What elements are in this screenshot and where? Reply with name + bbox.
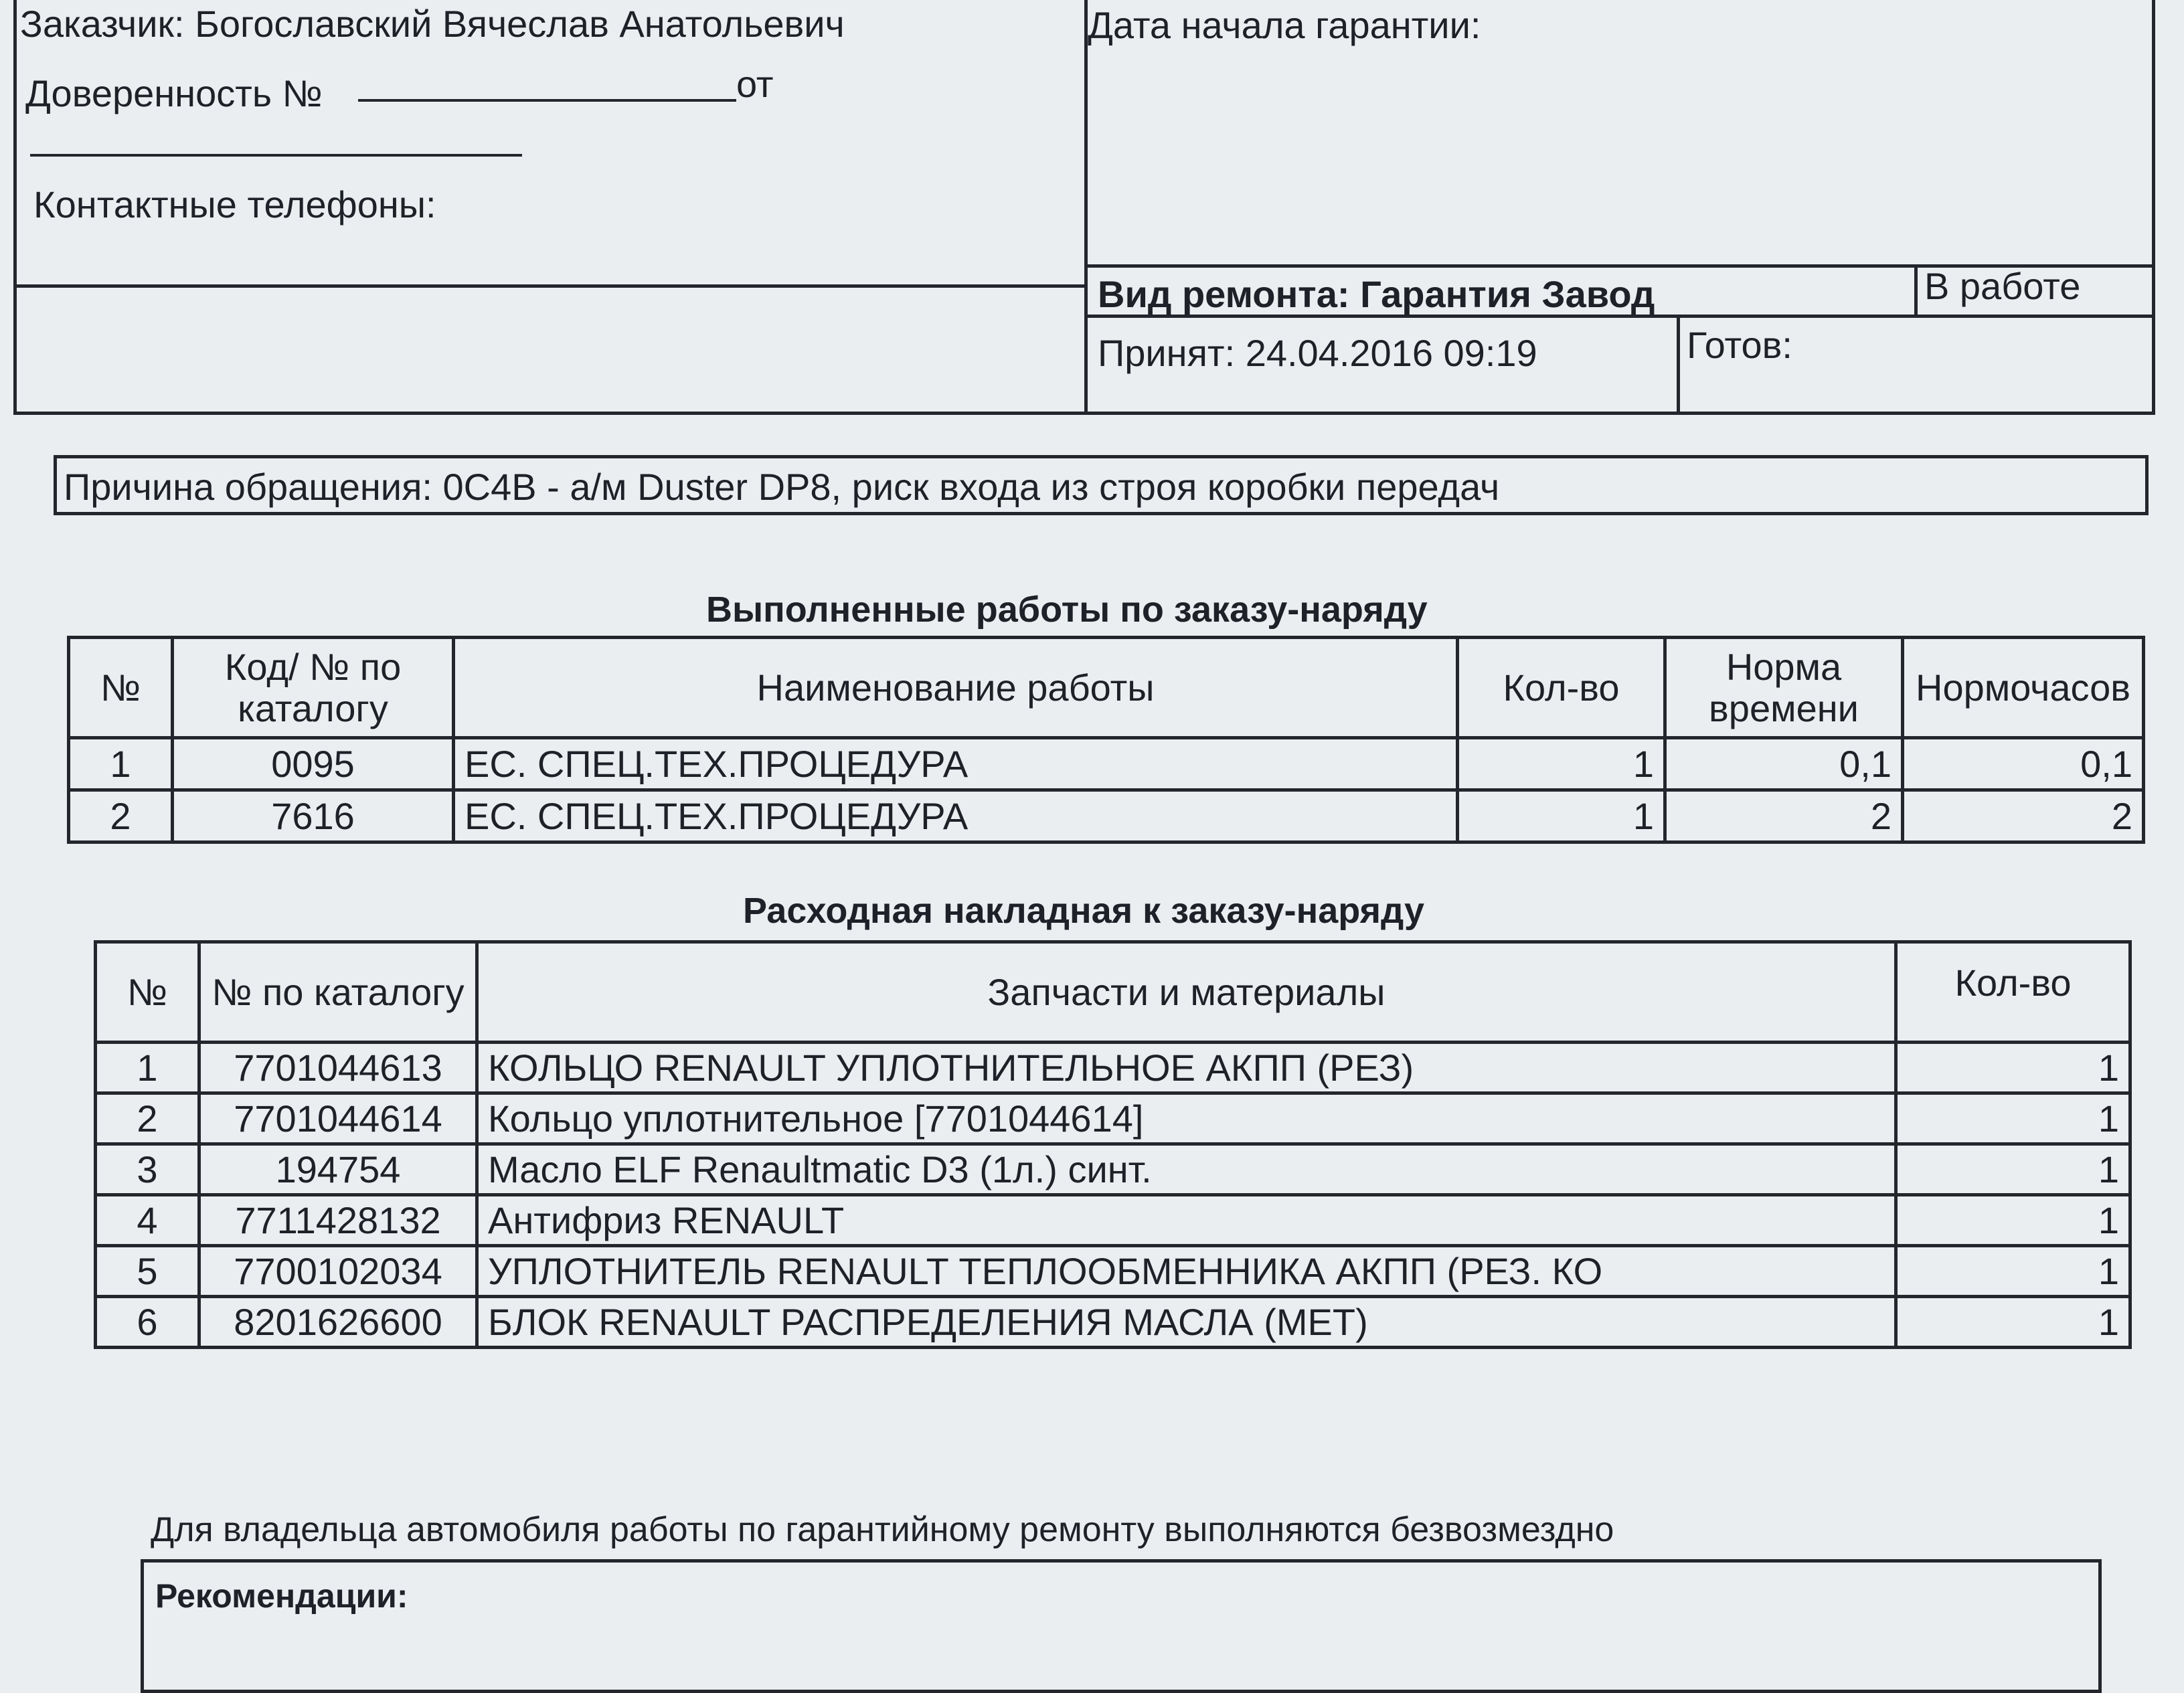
part-qty: 1 bbox=[1896, 1093, 2130, 1144]
recommendations-box bbox=[141, 1559, 2102, 1693]
status-badge: В работе bbox=[1924, 265, 2081, 307]
work-num: 1 bbox=[69, 738, 173, 790]
table-row bbox=[69, 790, 2144, 842]
parts-header-row bbox=[96, 942, 2130, 1043]
work-code: 7616 bbox=[173, 790, 454, 842]
part-code: 7701044614 bbox=[199, 1093, 477, 1144]
work-code: 0095 bbox=[173, 738, 454, 790]
works-header-norm: Норма времени bbox=[1665, 638, 1903, 738]
part-code: 7711428132 bbox=[199, 1195, 477, 1246]
accepted-datetime: Принят: 24.04.2016 09:19 bbox=[1098, 332, 1537, 374]
recommendations-label: Рекомендации: bbox=[155, 1577, 408, 1615]
part-qty: 1 bbox=[1896, 1144, 2130, 1195]
part-num: 2 bbox=[96, 1093, 199, 1144]
parts-header-code: № по каталогу bbox=[199, 942, 477, 1043]
part-qty: 1 bbox=[1896, 1297, 2130, 1348]
work-hours: 2 bbox=[1903, 790, 2144, 842]
part-name: БЛОК RENAULT РАСПРЕДЕЛЕНИЯ МАСЛА (МЕТ) bbox=[477, 1297, 1896, 1348]
part-qty: 1 bbox=[1896, 1195, 2130, 1246]
customer-line: Заказчик: Богославский Вячеслав Анатольевич bbox=[20, 3, 845, 45]
proxy-number-blank bbox=[358, 99, 736, 102]
status-divider bbox=[1914, 264, 1918, 317]
part-code: 7700102034 bbox=[199, 1246, 477, 1297]
parts-title: Расходная накладная к заказу-наряду bbox=[743, 891, 1424, 931]
work-norm: 0,1 bbox=[1665, 738, 1903, 790]
proxy-label: Доверенность № bbox=[25, 72, 323, 114]
table-row bbox=[96, 1144, 2130, 1195]
reason-text: Причина обращения: 0C4B - а/м Duster DP8, риск входа из строя коробки передач bbox=[64, 466, 1500, 508]
part-qty: 1 bbox=[1896, 1246, 2130, 1297]
phones-label: Контактные телефоны: bbox=[33, 183, 436, 226]
table-row bbox=[69, 738, 2144, 790]
work-qty: 1 bbox=[1458, 738, 1665, 790]
parts-table bbox=[94, 940, 2132, 1349]
works-header-num: № bbox=[69, 638, 173, 738]
repair-type: Вид ремонта: Гарантия Завод bbox=[1098, 273, 1655, 315]
work-hours: 0,1 bbox=[1903, 738, 2144, 790]
parts-header-qty: Кол-во bbox=[1896, 942, 2130, 1043]
part-code: 194754 bbox=[199, 1144, 477, 1195]
ready-label: Готов: bbox=[1687, 324, 1792, 366]
table-row bbox=[96, 1246, 2130, 1297]
works-header-qty: Кол-во bbox=[1458, 638, 1665, 738]
part-qty: 1 bbox=[1896, 1043, 2130, 1093]
work-qty: 1 bbox=[1458, 790, 1665, 842]
table-row bbox=[96, 1043, 2130, 1093]
part-num: 1 bbox=[96, 1043, 199, 1093]
part-name: Кольцо уплотнительное [7701044614] bbox=[477, 1093, 1896, 1144]
warranty-note: Для владельца автомобиля работы по гарантийному ремонту выполняются безвозмездно bbox=[151, 1510, 1614, 1549]
warranty-start-label: Дата начала гарантии: bbox=[1088, 4, 1481, 46]
part-num: 6 bbox=[96, 1297, 199, 1348]
table-row bbox=[96, 1093, 2130, 1144]
header-left-rule bbox=[13, 284, 1088, 288]
ready-divider bbox=[1677, 315, 1680, 415]
proxy-from-label: от bbox=[736, 63, 774, 105]
work-num: 2 bbox=[69, 790, 173, 842]
parts-header-num: № bbox=[96, 942, 199, 1043]
part-num: 5 bbox=[96, 1246, 199, 1297]
works-header-name: Наименование работы bbox=[454, 638, 1458, 738]
table-row bbox=[96, 1297, 2130, 1348]
work-norm: 2 bbox=[1665, 790, 1903, 842]
works-title: Выполненные работы по заказу-наряду bbox=[706, 590, 1428, 630]
part-code: 7701044613 bbox=[199, 1043, 477, 1093]
parts-header-name: Запчасти и материалы bbox=[477, 942, 1896, 1043]
works-header-hours: Нормочасов bbox=[1903, 638, 2144, 738]
part-num: 3 bbox=[96, 1144, 199, 1195]
part-name: Масло ELF Renaultmatic D3 (1л.) синт. bbox=[477, 1144, 1896, 1195]
header-divider bbox=[1084, 0, 1088, 415]
table-row bbox=[96, 1195, 2130, 1246]
proxy-date-blank bbox=[30, 154, 522, 157]
part-name: КОЛЬЦО RENAULT УПЛОТНИТЕЛЬНОЕ АКПП (РЕЗ) bbox=[477, 1043, 1896, 1093]
work-name: ЕС. СПЕЦ.ТЕХ.ПРОЦЕДУРА bbox=[454, 790, 1458, 842]
works-header-row bbox=[69, 638, 2144, 738]
works-header-code: Код/ № по каталогу bbox=[173, 638, 454, 738]
work-name: ЕС. СПЕЦ.ТЕХ.ПРОЦЕДУРА bbox=[454, 738, 1458, 790]
part-name: Антифриз RENAULT bbox=[477, 1195, 1896, 1246]
part-name: УПЛОТНИТЕЛЬ RENAULT ТЕПЛООБМЕННИКА АКПП (РЕЗ. КО bbox=[477, 1246, 1896, 1297]
part-num: 4 bbox=[96, 1195, 199, 1246]
part-code: 8201626600 bbox=[199, 1297, 477, 1348]
works-table bbox=[67, 636, 2145, 844]
